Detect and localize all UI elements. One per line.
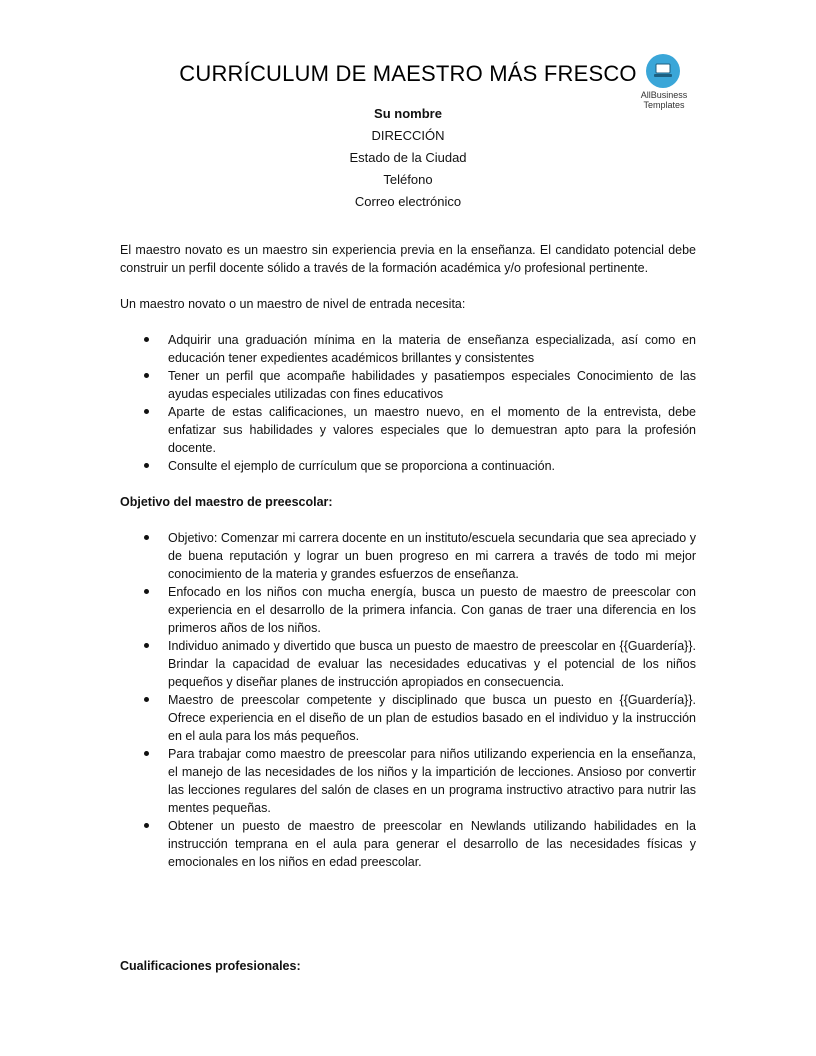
contact-email: Correo electrónico (354, 194, 462, 209)
list-item-text: Individuo animado y divertido que busca un puesto de maestro de preescolar en {{Guardería}}. Brindar la capacidad de evaluar las necesidades educativas y el potencial de los niños pequeños y diseñar planes de instrucción apropiados en consecuencia. (168, 639, 696, 689)
bullet-icon (144, 697, 149, 702)
contact-city-state: Estado de la Ciudad (349, 150, 467, 165)
document-body (120, 241, 696, 871)
bullet-icon (144, 409, 149, 414)
contact-name: Su nombre (374, 106, 442, 121)
laptop-icon (653, 62, 673, 80)
list-item (120, 457, 696, 475)
list-item-text: Objetivo: Comenzar mi carrera docente en un instituto/escuela secundaria que sea apreciado y de buena reputación y lograr un buen progreso en mi carrera a través de todo mi mejor conocimiento de la materia y grandes esfuerzos de enseñanza. (168, 531, 696, 581)
logo-line-2: Templates (643, 100, 685, 110)
bullet-icon (144, 643, 149, 648)
list-item-text: Obtener un puesto de maestro de preescolar en Newlands utilizando habilidades en la instrucción temprana en el aula para generar el desarrollo de las necesidades físicas y emocionales en los niños en edad preescolar. (168, 819, 696, 869)
bullet-icon (144, 823, 149, 828)
document-title: CURRÍCULUM DE MAESTRO MÁS FRESCO (179, 61, 637, 86)
logo-line-1: AllBusiness (640, 90, 688, 100)
list-item (120, 637, 696, 691)
contact-block (0, 103, 816, 213)
intro-paragraph: El maestro novato es un maestro sin experiencia previa en la enseñanza. El candidato potencial debe construir un perfil docente sólido a través de la formación académica y/o profesional pertinente. (120, 243, 696, 275)
contact-address: DIRECCIÓN (371, 128, 445, 143)
needs-list (120, 331, 696, 475)
list-item-text: Consulte el ejemplo de currículum que se proporciona a continuación. (168, 459, 556, 473)
list-item (120, 403, 696, 457)
list-item (120, 817, 696, 871)
list-item-text: Aparte de estas calificaciones, un maestro nuevo, en el momento de la entrevista, debe enfatizar sus habilidades y valores especiales que lo demuestran apto para la profesión docente. (168, 405, 696, 455)
list-item-text: Enfocado en los niños con mucha energía, busca un puesto de maestro de preescolar con experiencia en el desarrollo de la primera infancia. Con ganas de traer una diferencia en los primeros años de los niños. (168, 585, 696, 635)
bullet-icon (144, 751, 149, 756)
list-item-text: Para trabajar como maestro de preescolar para niños utilizando experiencia en la enseñanza, el manejo de las necesidades de los niños y la impartición de lecciones. Ansioso por convertir las lecciones regulares del salón de clases en un programa instructivo atractivo para nutrir las mentes pequeñas. (168, 747, 696, 815)
needs-lead: Un maestro novato o un maestro de nivel de entrada necesita: (120, 297, 466, 311)
bullet-icon (144, 337, 149, 342)
list-item (120, 745, 696, 817)
contact-phone: Teléfono (383, 172, 433, 187)
objective-heading: Objetivo del maestro de preescolar: (120, 495, 333, 509)
objective-list (120, 529, 696, 871)
qualifications-heading: Cualificaciones profesionales: (120, 959, 301, 973)
bullet-icon (144, 589, 149, 594)
list-item (120, 367, 696, 403)
bullet-icon (144, 463, 149, 468)
bullet-icon (144, 373, 149, 378)
list-item-text: Adquirir una graduación mínima en la materia de enseñanza especializada, así como en educación tener expedientes académicos brillantes y consistentes (168, 333, 696, 365)
list-item (120, 331, 696, 367)
list-item-text: Maestro de preescolar competente y disciplinado que busca un puesto en {{Guardería}}. Ofrece experiencia en el diseño de un plan de estudios basado en el individuo y la instrucción en el aula para los más pequeños. (168, 693, 696, 743)
list-item (120, 529, 696, 583)
list-item (120, 583, 696, 637)
list-item (120, 691, 696, 745)
list-item-text: Tener un perfil que acompañe habilidades y pasatiempos especiales Conocimiento de las ayudas especiales utilizadas con fines educativos (168, 369, 696, 401)
bullet-icon (144, 535, 149, 540)
